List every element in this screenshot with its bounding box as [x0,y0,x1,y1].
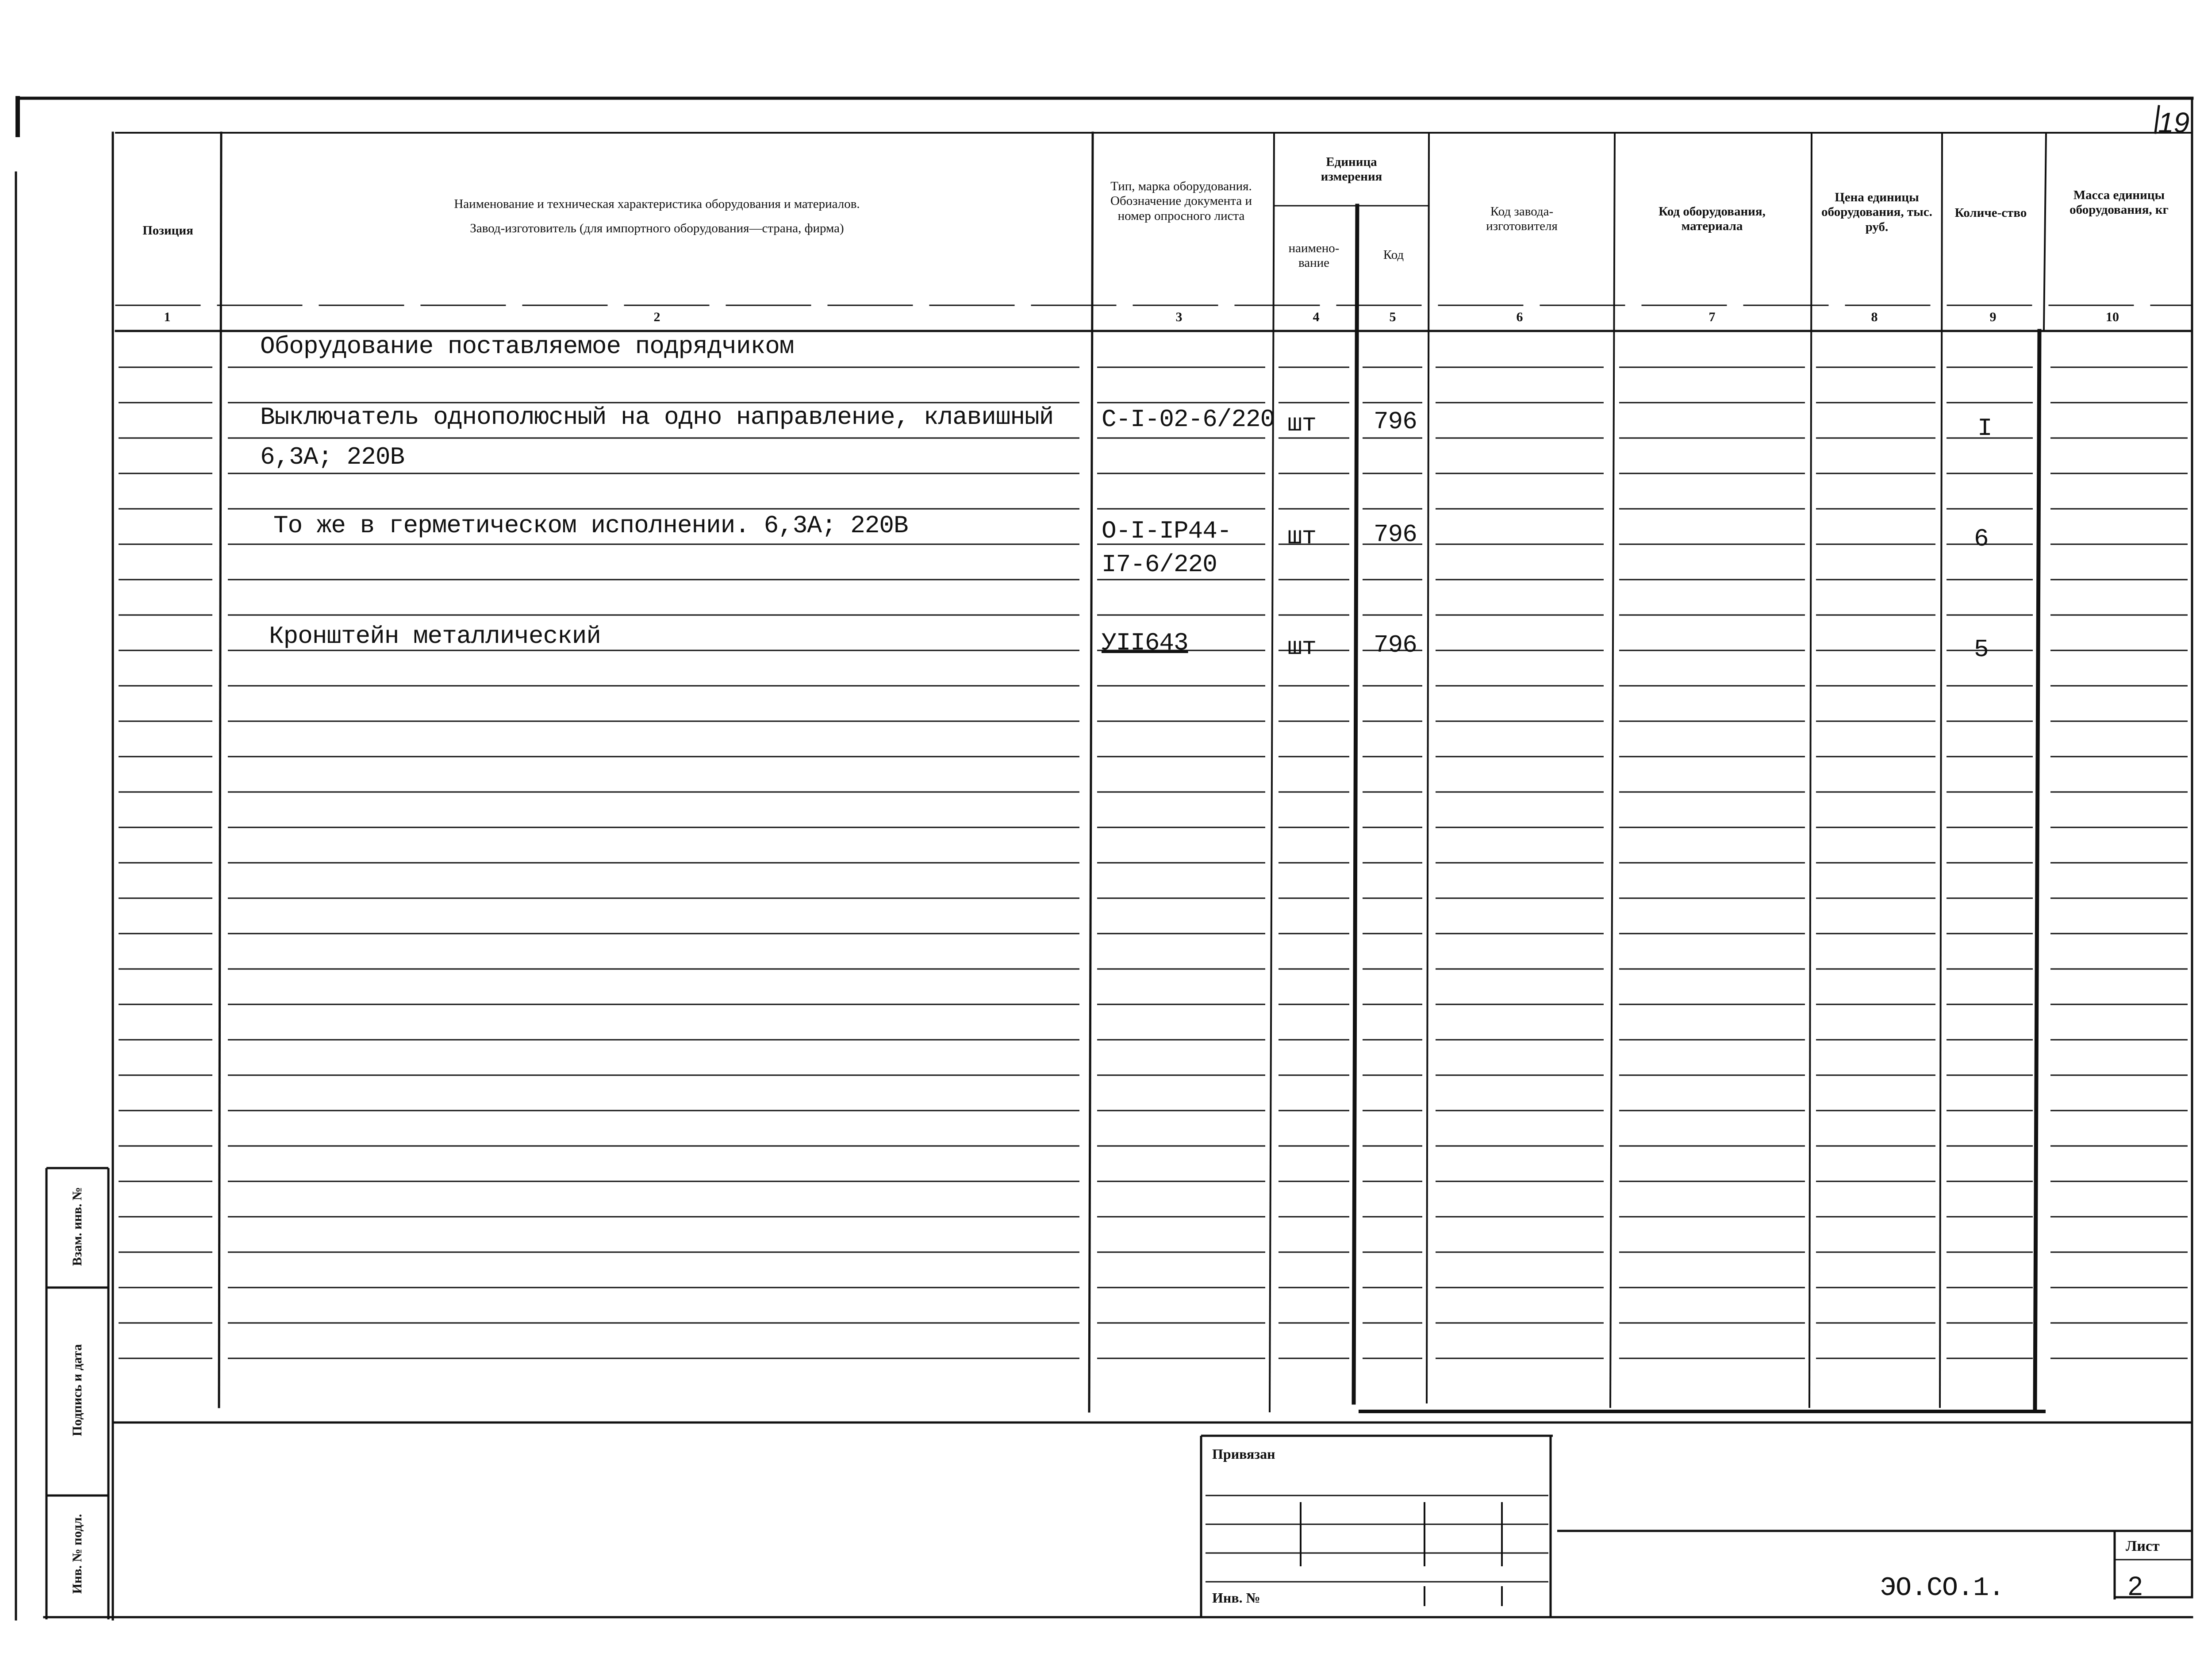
header-unit-group: Единица измерения [1321,155,1382,184]
item1-code: 796 [1374,408,1417,436]
item1-name-line1: Выключатель однополюсный на одно направление, клавишный [260,403,1054,431]
item3-unit: шт [1287,633,1317,661]
column-number-6: 6 [1516,310,1523,324]
column-number-2: 2 [653,310,660,324]
item3-type: УII643 [1102,629,1188,657]
item1-type: С-I-02-6/220 [1102,405,1275,434]
item1-name-line2: 6,3А; 220В [260,443,405,471]
title-block-inventory-no: Инв. № [1212,1590,1260,1606]
header-name-line1: Наименование и техническая характеристика оборудования и материалов. [454,197,860,211]
header-type: Тип, марка оборудования. Обозначение документа и номер опросного листа [1110,179,1252,223]
item3-qty: 5 [1974,635,1989,664]
column-number-4: 4 [1313,310,1320,324]
document-code: ЭО.СО.1. [1880,1573,2004,1603]
header-mass: Масса единицы оборудования, кг [2069,188,2169,217]
stamp-signature-date: Подпись и дата [70,1344,84,1437]
header-name-line2: Завод-изготовитель (для импортного оборудования—страна, фирма) [470,221,844,235]
section-title: Оборудование поставляемое подрядчиком [260,332,794,361]
stamp-replaced-inventory: Взам. инв. № [70,1187,84,1266]
item3-code: 796 [1374,631,1417,659]
header-position: Позиция [142,223,193,238]
column-number-1: 1 [164,310,171,324]
column-number-9: 9 [1989,310,1997,324]
item2-type-line2: I7-6/220 [1102,550,1217,579]
sheet-label: Лист [2126,1538,2160,1554]
header-factory-code: Код завода-изготовителя [1486,204,1558,234]
item3-name: Кронштейн металлический [269,622,601,650]
header-quantity: Количе-ство [1954,206,2027,220]
header-unit-name: наимено-вание [1288,241,1340,270]
item1-unit: шт [1287,410,1317,438]
item2-code: 796 [1374,520,1417,549]
item2-name: То же в герметическом исполнении. 6,3А; 220В [273,511,908,540]
header-equipment-code: Код оборудования, материала [1659,204,1766,234]
column-number-10: 10 [2106,310,2119,324]
header-price: Цена единицы оборудования, тыс. руб. [1821,190,1932,234]
column-number-8: 8 [1871,310,1878,324]
item1-qty: I [1977,414,1992,442]
item2-type-line1: О-I-IP44- [1102,517,1232,545]
stamp-original-inventory: Инв. № подл. [70,1514,84,1594]
column-number-7: 7 [1709,310,1716,324]
title-block-privyazan: Привязан [1212,1446,1275,1462]
column-number-3: 3 [1175,310,1183,324]
item2-qty: 6 [1974,525,1989,553]
header-unit-code: Код [1383,248,1404,262]
item2-unit: шт [1287,523,1317,551]
column-number-5: 5 [1389,310,1396,324]
page-number: 19 [2158,107,2190,138]
sheet-number: 2 [2128,1571,2143,1601]
